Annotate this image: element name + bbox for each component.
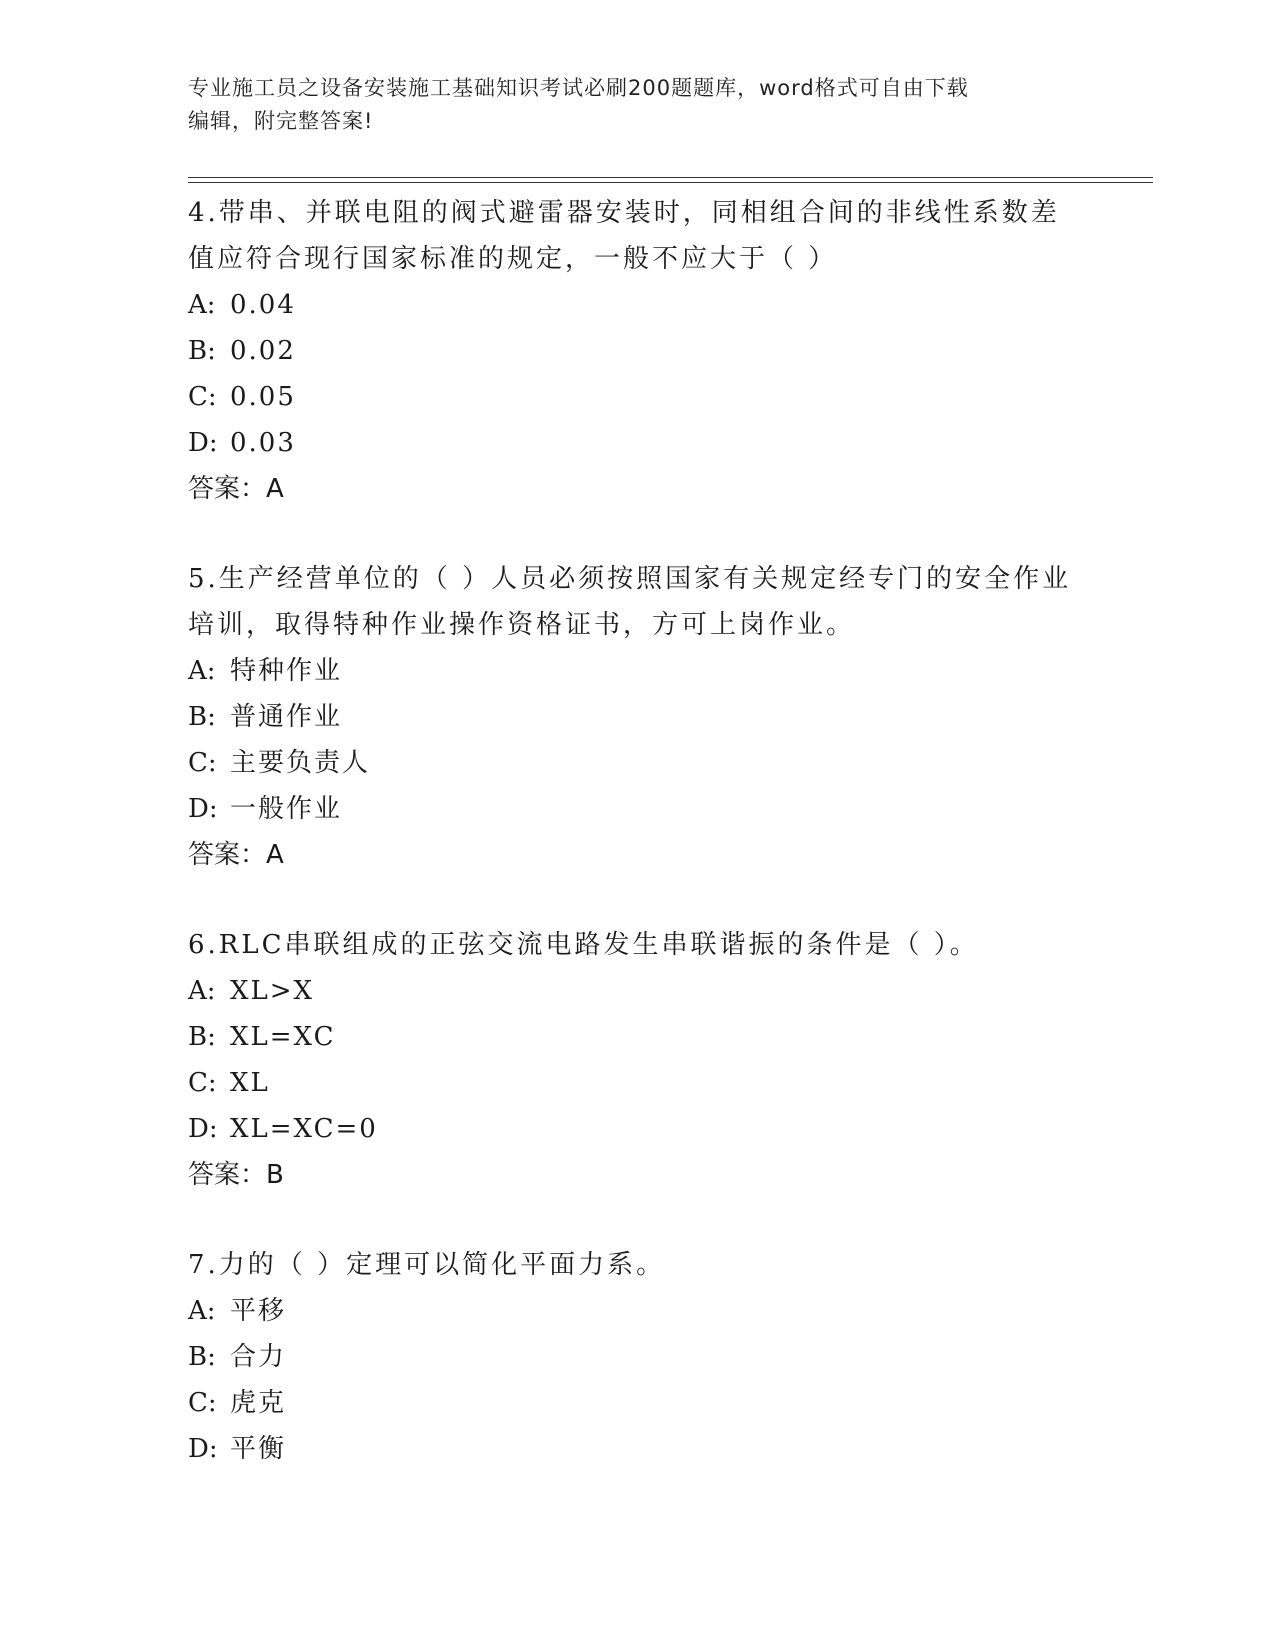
option-key: B:: [188, 336, 216, 366]
option-value: 0.04: [230, 290, 296, 320]
question-list: [188, 190, 1088, 1516]
option-b: [188, 1334, 1088, 1380]
option-key: D:: [188, 1434, 218, 1464]
option-a: [188, 968, 1088, 1014]
question-4: [188, 190, 1088, 512]
option-key: C:: [188, 382, 217, 412]
option-a: [188, 648, 1088, 694]
header-line-2: 编辑，附完整答案!: [188, 109, 374, 133]
option-key: B:: [188, 1342, 216, 1372]
option-key: D:: [188, 1114, 218, 1144]
option-c: [188, 1060, 1088, 1106]
option-key: B:: [188, 702, 216, 732]
option-a: [188, 282, 1088, 328]
option-b: [188, 694, 1088, 740]
option-a: [188, 1288, 1088, 1334]
option-value: 0.03: [230, 428, 296, 458]
document-header: [188, 72, 1068, 138]
question-text: 7.力的（ ）定理可以简化平面力系。: [188, 1250, 666, 1280]
option-value: 普通作业: [230, 702, 343, 732]
question-6: [188, 922, 1088, 1198]
question-text: 5.生产经营单位的（ ）人员必须按照国家有关规定经专门的安全作业培训，取得特种作业操作资格证书，方可上岗作业。: [188, 564, 1072, 640]
answer-line: 答案：B: [188, 1160, 284, 1190]
question-text: 6.RLC串联组成的正弦交流电路发生串联谐振的条件是（ ）。: [188, 930, 979, 960]
option-d: [188, 420, 1088, 466]
option-key: D:: [188, 794, 218, 824]
option-key: D:: [188, 428, 218, 458]
option-value: 特种作业: [230, 656, 343, 686]
answer-line: 答案：A: [188, 474, 284, 504]
option-value: XL>X: [230, 976, 315, 1006]
option-d: [188, 1106, 1088, 1152]
option-value: 合力: [230, 1342, 287, 1372]
option-key: B:: [188, 1022, 216, 1052]
option-c: [188, 374, 1088, 420]
header-line-1: 专业施工员之设备安装施工基础知识考试必刷200题题库，word格式可自由下载: [188, 76, 969, 100]
option-key: A:: [188, 290, 216, 320]
answer-line: 答案：A: [188, 840, 284, 870]
option-key: A:: [188, 976, 216, 1006]
option-value: XL=XC=0: [230, 1114, 378, 1144]
option-d: [188, 786, 1088, 832]
question-text: 4.带串、并联电阻的阀式避雷器安装时，同相组合间的非线性系数差值应符合现行国家标准的规定，一般不应大于（ ）: [188, 198, 1060, 274]
option-b: [188, 328, 1088, 374]
option-value: 一般作业: [230, 794, 343, 824]
option-key: C:: [188, 748, 217, 778]
option-value: 虎克: [230, 1388, 287, 1418]
question-5: [188, 556, 1088, 878]
header-divider-bottom: [188, 182, 1153, 183]
option-c: [188, 740, 1088, 786]
header-divider-top: [188, 177, 1153, 178]
option-b: [188, 1014, 1088, 1060]
option-c: [188, 1380, 1088, 1426]
question-7: [188, 1242, 1088, 1472]
option-value: 平移: [230, 1296, 287, 1326]
option-key: A:: [188, 1296, 216, 1326]
option-value: 主要负责人: [230, 748, 371, 778]
option-d: [188, 1426, 1088, 1472]
option-value: XL=XC: [230, 1022, 336, 1052]
option-value: XL: [230, 1068, 270, 1098]
option-key: C:: [188, 1388, 217, 1418]
option-value: 0.05: [230, 382, 296, 412]
option-value: 0.02: [230, 336, 296, 366]
option-key: C:: [188, 1068, 217, 1098]
option-key: A:: [188, 656, 216, 686]
option-value: 平衡: [230, 1434, 287, 1464]
